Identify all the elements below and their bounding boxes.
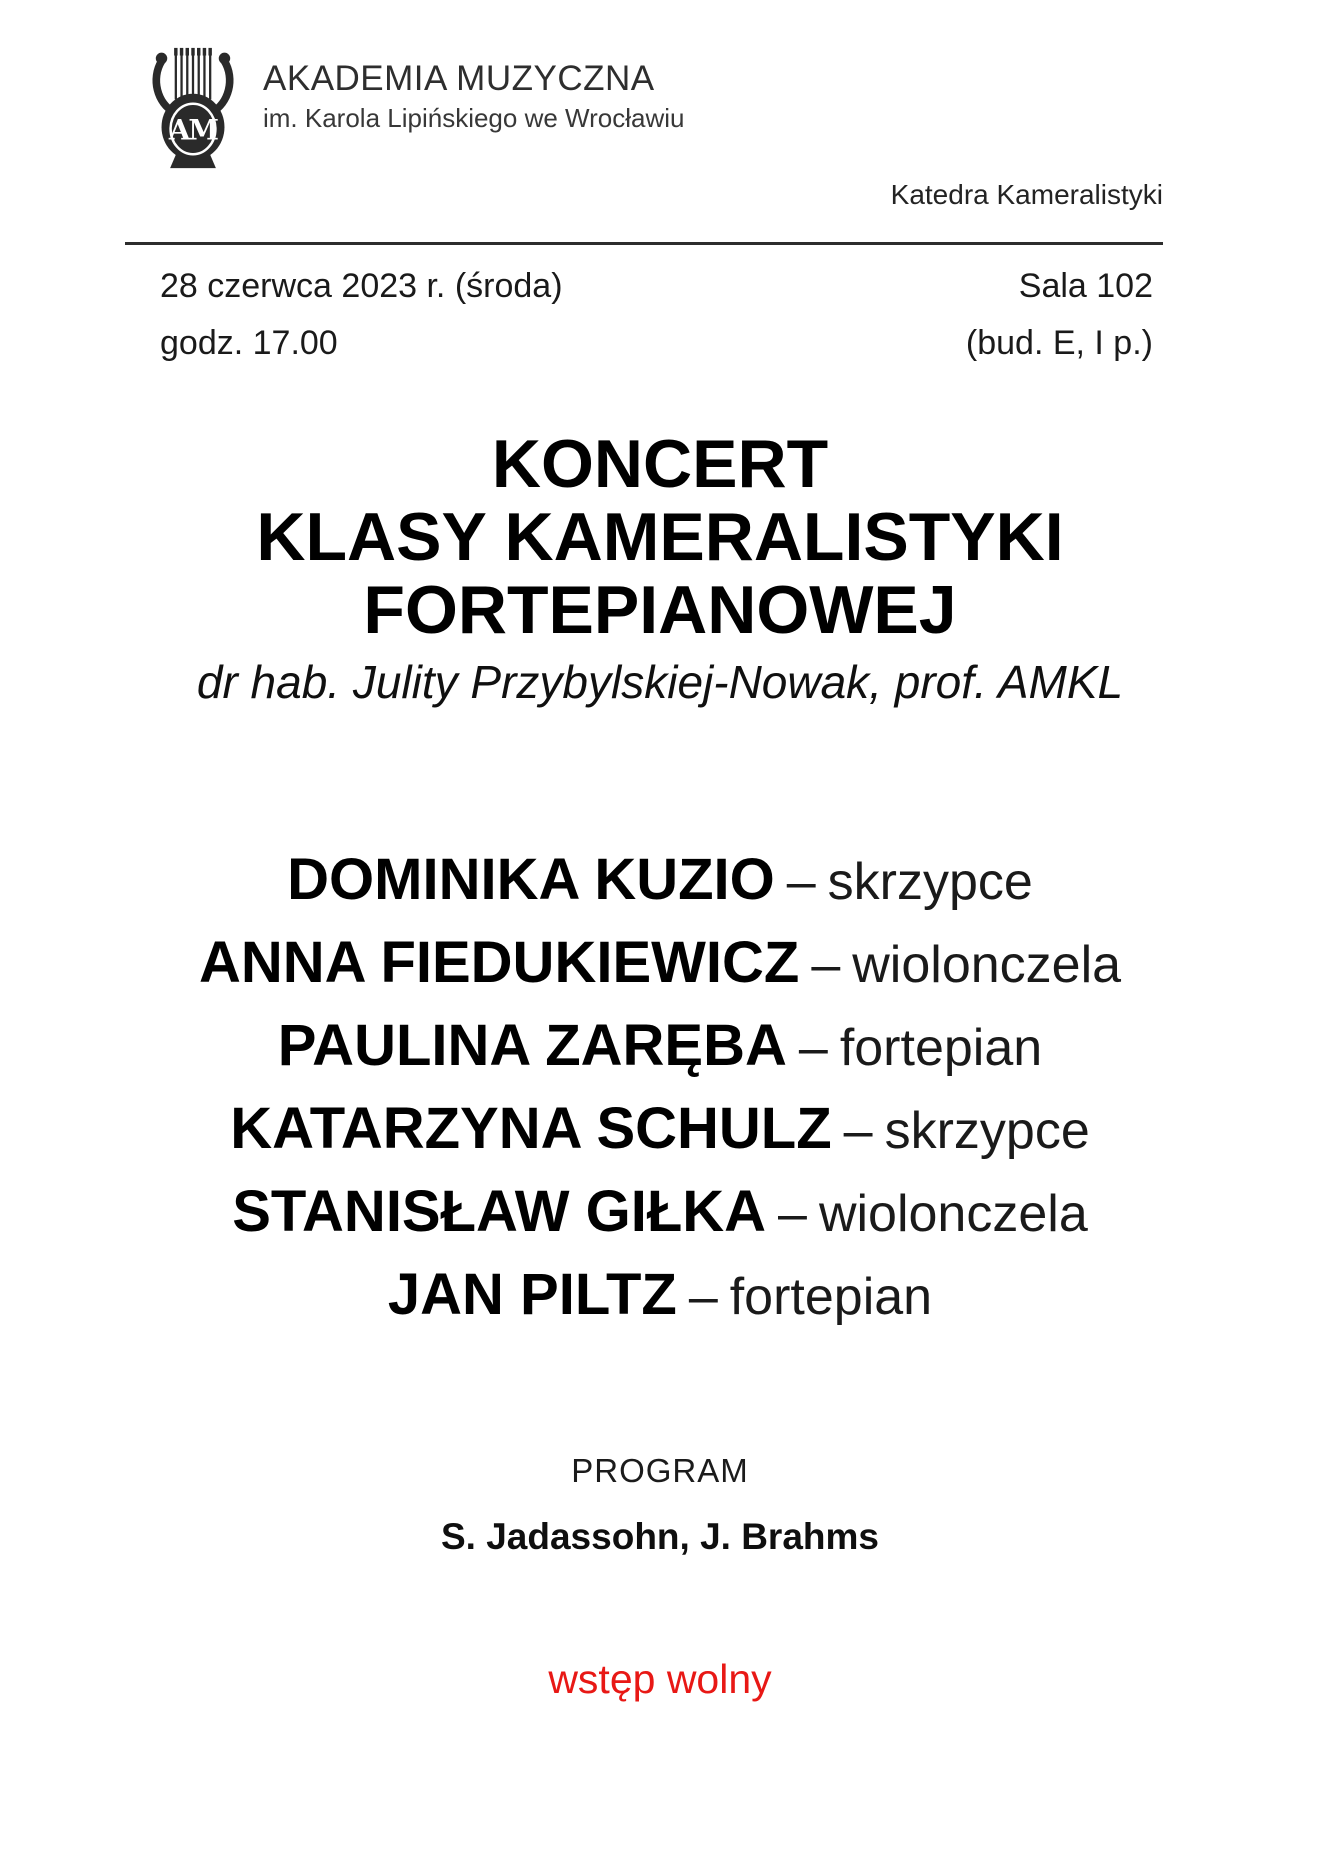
performer-row (0, 1012, 1320, 1095)
name-instrument-separator: – (778, 1185, 807, 1243)
performer-row (0, 1261, 1320, 1344)
performer-instrument: wiolonczela (818, 1185, 1088, 1243)
performer-name: JAN PILTZ (387, 1262, 677, 1327)
performer-name: PAULINA ZARĘBA (277, 1013, 787, 1078)
concert-title-line1: KONCERT (491, 426, 829, 502)
performer-row (0, 1178, 1320, 1261)
logo-monogram: AM (168, 113, 218, 147)
header-divider (125, 242, 1163, 245)
program-section (0, 1452, 1320, 1558)
name-instrument-separator: – (798, 1019, 828, 1077)
performer-instrument: fortepian (839, 1019, 1043, 1077)
event-building: (bud. E, I p.) (965, 324, 1153, 362)
performer-name: KATARZYNA SCHULZ (230, 1096, 832, 1161)
event-info-right (966, 258, 1153, 372)
department-label: Katedra Kameralistyki (890, 179, 1163, 210)
performer-instrument: skrzypce (827, 853, 1033, 911)
program-composers: S. Jadassohn, J. Brahms (440, 1516, 879, 1557)
concert-title-line3: FORTEPIANOWEJ (363, 572, 957, 648)
lyre-icon (145, 46, 241, 170)
performer-row (0, 846, 1320, 929)
class-professor-subtitle: dr hab. Julity Przybylskiej-Nowak, prof. AMKL (196, 656, 1124, 708)
academy-name: AKADEMIA MUZYCZNA (263, 59, 655, 98)
program-heading: PROGRAM (571, 1452, 749, 1489)
performer-instrument: fortepian (729, 1268, 933, 1326)
name-instrument-separator: – (843, 1102, 873, 1160)
logo-text (263, 46, 684, 134)
performer-row (0, 929, 1320, 1012)
name-instrument-separator: – (688, 1268, 718, 1326)
admission-note: wstęp wolny (548, 1656, 772, 1702)
academy-subtitle: im. Karola Lipińskiego we Wrocławiu (263, 103, 685, 133)
name-instrument-separator: – (811, 936, 841, 994)
event-date: 28 czerwca 2023 r. (środa) (160, 267, 563, 305)
academy-logo (145, 46, 684, 170)
concert-title-line2: KLASY KAMERALISTYKI (256, 499, 1064, 575)
event-room: Sala 102 (1018, 267, 1153, 305)
performer-instrument: wiolonczela (852, 936, 1122, 994)
event-info (160, 258, 1153, 372)
performer-name: STANISŁAW GIŁKA (232, 1179, 767, 1244)
performer-row (0, 1095, 1320, 1178)
performer-name: ANNA FIEDUKIEWICZ (198, 930, 800, 995)
event-info-left (160, 258, 563, 372)
performer-name: DOMINIKA KUZIO (287, 847, 775, 912)
performer-instrument: skrzypce (884, 1102, 1090, 1160)
event-time: godz. 17.00 (160, 324, 338, 362)
name-instrument-separator: – (786, 853, 816, 911)
performers-list (0, 846, 1320, 1344)
concert-title (0, 428, 1320, 709)
